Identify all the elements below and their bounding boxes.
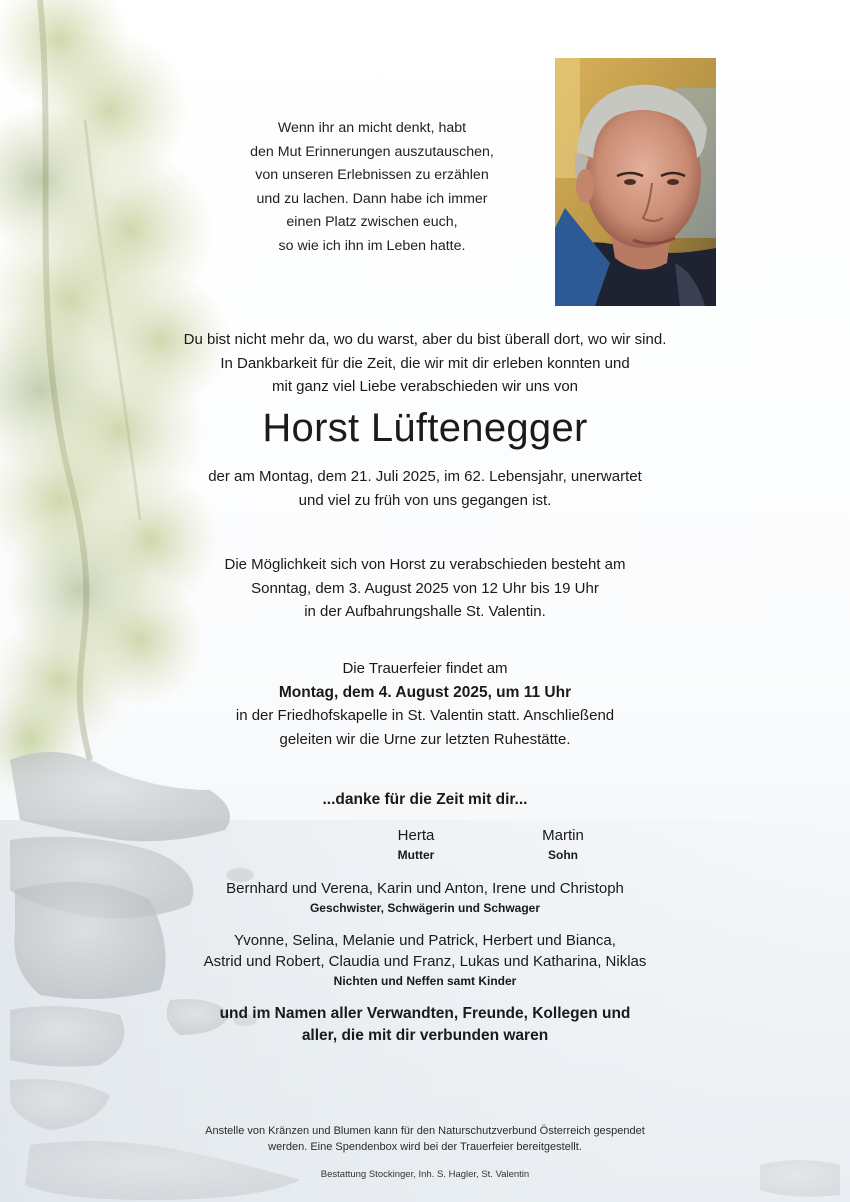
intro-line: mit ganz viel Liebe verabschieden wir uns von: [272, 378, 578, 395]
donation-note: [0, 1123, 850, 1155]
mother-name: Herta: [397, 827, 435, 844]
poem-line: so wie ich ihn im Leben hatte.: [278, 237, 466, 254]
poem-line: von unseren Erlebnissen zu erzählen: [255, 167, 489, 184]
thanks-line: ...danke für die Zeit mit dir...: [322, 791, 528, 808]
death-line: und viel zu früh von uns gegangen ist.: [298, 491, 552, 509]
siblings-names: Bernhard und Verena, Karin und Anton, Irene und Christoph: [226, 880, 624, 897]
son-entry: [503, 826, 623, 864]
farewell-line: Sonntag, dem 3. August 2025 von 12 Uhr bis 19 Uhr: [251, 579, 599, 597]
portrait-photo: [555, 58, 716, 306]
intro-line: Du bist nicht mehr da, wo du warst, aber du bist überall dort, wo wir sind.: [183, 331, 667, 348]
donation-line: werden. Eine Spendenbox wird bei der Trauerfeier bereitgestellt.: [268, 1141, 582, 1153]
deceased-name: Horst Lüftenegger: [262, 406, 588, 450]
closing-line: aller, die mit dir verbunden waren: [301, 1027, 549, 1044]
son-name: Martin: [542, 827, 584, 844]
undertaker-credit: Bestattung Stockinger, Inh. S. Hagler, St. Valentin: [320, 1169, 530, 1180]
ceremony-burial: geleiten wir die Urne zur letzten Ruhestätte.: [279, 730, 571, 748]
poem-line: einen Platz zwischen euch,: [286, 214, 458, 231]
death-line: der am Montag, dem 21. Juli 2025, im 62. Lebensjahr, unerwartet: [208, 468, 642, 485]
ceremony-info: [0, 657, 850, 751]
nieces-names-line-1: Yvonne, Selina, Melanie und Patrick, Herbert und Bianca,: [234, 932, 616, 949]
farewell-line: Die Möglichkeit sich von Horst zu verabschieden besteht am: [224, 556, 626, 573]
poem-line: Wenn ihr an micht denkt, habt: [277, 120, 467, 136]
poem-line: den Mut Erinnerungen auszutauschen,: [250, 143, 494, 160]
nieces-names-line-2: Astrid und Robert, Claudia und Franz, Lukas und Katharina, Niklas: [203, 953, 647, 970]
siblings-entry: [0, 878, 850, 917]
son-relation: Sohn: [548, 848, 578, 862]
intro-line: In Dankbarkeit für die Zeit, die wir mit dir erleben konnten und: [220, 354, 630, 372]
poem-line: und zu lachen. Dann habe ich immer: [256, 190, 488, 207]
closing-line: und im Namen aller Verwandten, Freunde, Kollegen und: [219, 1005, 631, 1022]
death-notice: [0, 465, 850, 512]
ceremony-date: Montag, dem 4. August 2025, um 11 Uhr: [278, 683, 572, 701]
nieces-nephews-entry: [0, 930, 850, 990]
intro-text: [0, 328, 850, 399]
farewell-info: [0, 553, 850, 624]
mother-relation: Mutter: [397, 848, 435, 862]
nieces-relation: Nichten und Neffen samt Kinder: [333, 974, 517, 988]
ceremony-location: in der Friedhofskapelle in St. Valentin statt. Anschließend: [235, 707, 615, 724]
mother-entry: [356, 826, 476, 864]
farewell-line: in der Aufbahrungshalle St. Valentin.: [304, 603, 546, 620]
siblings-relation: Geschwister, Schwägerin und Schwager: [309, 901, 541, 915]
donation-line: Anstelle von Kränzen und Blumen kann für den Naturschutzverbund Österreich gespendet: [205, 1125, 645, 1137]
ceremony-intro: Die Trauerfeier findet am: [342, 660, 508, 677]
closing-text: [0, 1003, 850, 1047]
poem: [232, 117, 512, 259]
